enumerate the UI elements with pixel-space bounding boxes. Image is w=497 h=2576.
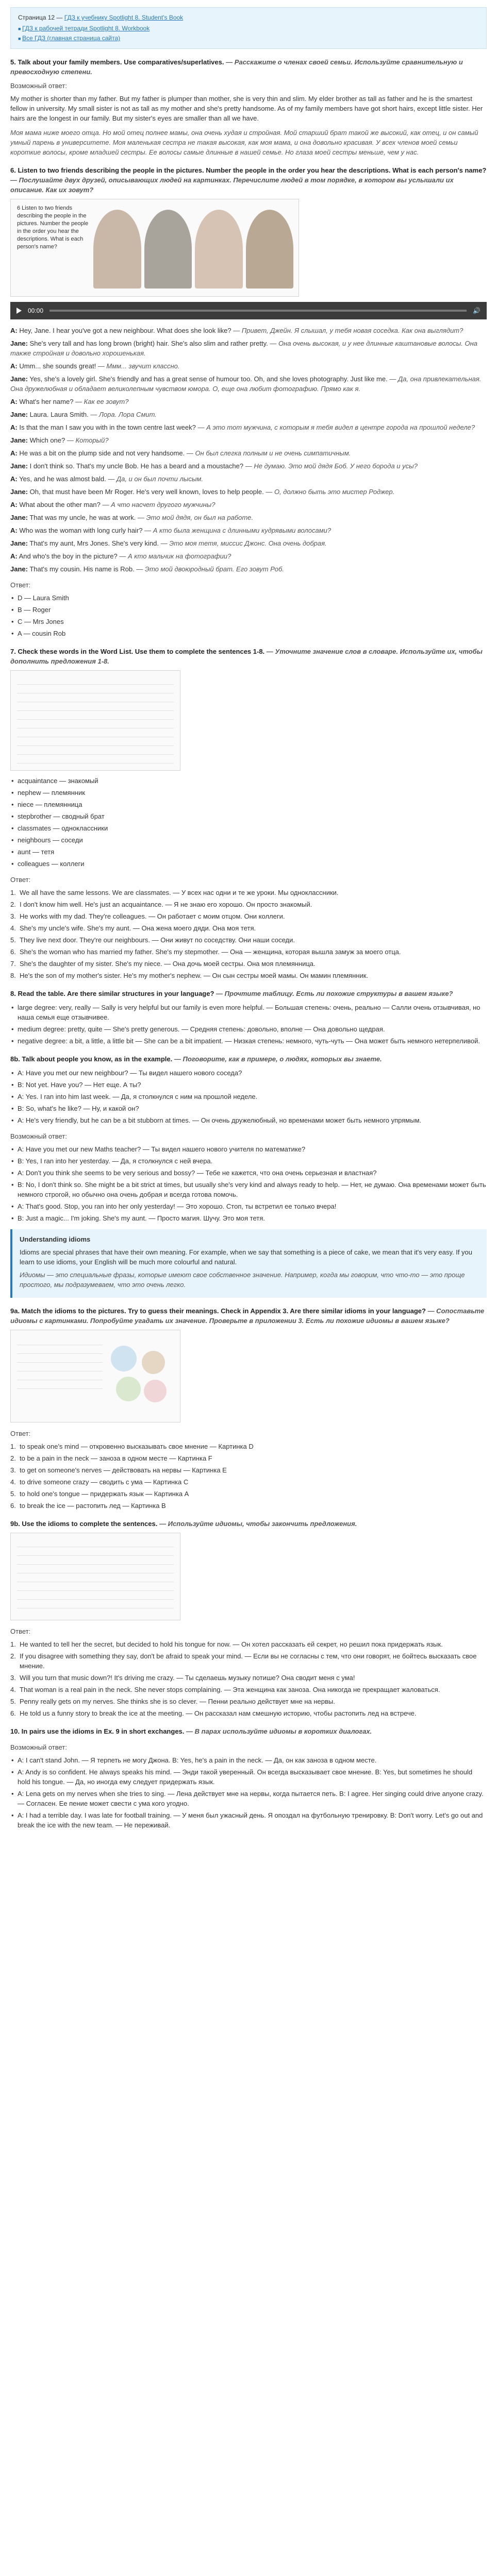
- figure-lines: [17, 678, 174, 766]
- line-translation: — А это тот мужчина, с которым я тебя видел в центре города на прошлой неделе?: [197, 423, 475, 431]
- dialogue-line: [10, 435, 487, 445]
- dialogue-line: [10, 361, 487, 371]
- task-9a-title: [10, 1306, 487, 1326]
- task-9b-title: [10, 1519, 487, 1529]
- line-text: Umm... she sounds great!: [19, 362, 96, 370]
- task-6-answer-label: Ответ:: [10, 581, 31, 589]
- line-text: That's my cousin. His name is Rob.: [29, 565, 135, 573]
- list-item: Will you turn that music down?! It's driving me crazy. — Ты сделаешь музыку потише? Она сводит меня с ума!: [20, 1674, 355, 1682]
- task-8-title-ru: — Прочтите таблицу. Есть ли похожие структуры в вашем языке?: [216, 990, 453, 997]
- task-9a-title-en: 9a. Match the idioms to the pictures. Try to guess their meanings. Check in Appendix 3. Are there similar idioms in your language?: [10, 1307, 426, 1315]
- list-item: • acquaintance — знакомый: [10, 776, 487, 786]
- list-item: to be a pain in the neck — заноза в одном месте — Картинка F: [20, 1454, 212, 1462]
- list-item: • B: So, what's he like? — Ну, и какой он?: [10, 1104, 487, 1113]
- task-5-title: [10, 57, 487, 77]
- line-translation: — Она очень высокая, и у нее длинные каштановые волосы. Она также стройная и довольно хорошенькая.: [10, 340, 477, 357]
- photo-b: [144, 210, 192, 289]
- task-8b-title: [10, 1054, 487, 1064]
- speaker: A:: [10, 501, 18, 509]
- speaker: Jane:: [10, 539, 28, 547]
- list-item: • stepbrother — сводный брат: [10, 811, 487, 821]
- line-translation: — Который?: [67, 436, 109, 444]
- task-7-answers: [10, 888, 487, 980]
- line-text: That was my uncle, he was at work.: [29, 514, 136, 521]
- list-item: • D — Laura Smith: [10, 593, 487, 603]
- speaker: A:: [10, 527, 18, 534]
- line-translation: — Лора. Лора Смит.: [90, 411, 157, 418]
- task-9b-figure: [10, 1533, 180, 1620]
- task-8b-answer-label: Возможный ответ:: [10, 1132, 67, 1140]
- note-body-ru: Идиомы — это специальные фразы, которые имеют свое собственное значение. Например, когда мы говорим, что что-то — это проще простого, мы подразумеваем, что это очень легко.: [20, 1271, 465, 1289]
- task-10-title-ru: — В парах используйте идиомы в коротких диалогах.: [186, 1727, 372, 1735]
- dialogue-line: [10, 500, 487, 510]
- list-item: • A: I can't stand John. — Я терпеть не могу Джона. B: Yes, he's a pain in the neck. — Да, он как заноза в одном месте.: [10, 1755, 487, 1765]
- line-translation: — Привет, Джейн. Я слышал, у тебя новая соседка. Как она выглядит?: [233, 327, 463, 334]
- list-item: • C — Mrs Jones: [10, 617, 487, 626]
- line-text: Yes, and he was almost bald.: [19, 475, 106, 483]
- list-item: • A: Lena gets on my nerves when she tries to sing. — Лена действует мне на нервы, когда пытается петь. B: I agree. Her singing could drive anyone crazy. — Согласен. Ее пение может свести с ума кого угодно.: [10, 1789, 487, 1808]
- task-6-title-en: 6. Listen to two friends describing the people in the pictures. Number the people in the order you hear the descriptions. What is each person's name?: [10, 166, 487, 174]
- list-item: • negative degree: a bit, a little, a little bit — She can be a bit impatient. — Низкая степень: немного, чуть-чуть — Она может быть немного нетерпеливой.: [10, 1036, 487, 1046]
- task-9b-title-ru: — Используйте идиомы, чтобы закончить предложения.: [159, 1520, 357, 1528]
- task-5-title-en: 5. Talk about your family members. Use comparatives/superlatives.: [10, 58, 224, 66]
- link-item[interactable]: [18, 24, 479, 33]
- dialogue-line: [10, 461, 487, 471]
- task-9b-answer-label: Ответ:: [10, 1628, 31, 1635]
- list-item: He works with my dad. They're colleagues. — Он работает с моим отцом. Они коллеги.: [20, 912, 285, 920]
- task-8b-title-en: 8b. Talk about people you know, as in the example.: [10, 1055, 173, 1063]
- line-translation: — Как ее зовут?: [75, 398, 129, 405]
- list-item: • classmates — одноклассники: [10, 823, 487, 833]
- list-item: • A: Have you met our new neighbour? — Ты видел нашего нового соседа?: [10, 1068, 487, 1078]
- line-text: He was a bit on the plump side and not very handsome.: [19, 449, 185, 457]
- line-translation: — Не думаю. Это мой дядя Боб. У него борода и усы?: [245, 462, 418, 470]
- audio-progress[interactable]: [49, 310, 467, 312]
- list-item: Penny really gets on my nerves. She thinks she is so clever. — Пенни реально действует мне на нервы.: [20, 1698, 335, 1705]
- task-7-title: [10, 647, 487, 666]
- photo-c: [195, 210, 243, 289]
- speaker: Jane:: [10, 565, 28, 573]
- task-6-dialogue: [10, 326, 487, 574]
- line-text: Yes, she's a lovely girl. She's friendly and has a great sense of humour too. Oh, and she loves photography. Just like me.: [29, 375, 388, 383]
- speaker: A:: [10, 327, 18, 334]
- task-8b-example: [10, 1068, 487, 1125]
- line-text: I don't think so. That's my uncle Bob. He has a beard and a moustache?: [29, 462, 244, 470]
- list-item: to break the ice — растопить лед — Картинка B: [20, 1502, 166, 1510]
- list-item: • A: I had a terrible day. I was late for football training. — У меня был ужасный день. Я опоздал на футбольную тренировку. B: Don't worry. Let's go out and break the ice with the new team. — Не переживай.: [10, 1810, 487, 1830]
- task-7-words: [10, 776, 487, 869]
- line-text: Which one?: [29, 436, 65, 444]
- page-prefix: Страница 12 —: [18, 14, 64, 21]
- task-6-title: [10, 165, 487, 195]
- list-item: • A: That's good. Stop, you ran into her only yesterday! — Это хорошо. Стоп, ты встретил ее только вчера!: [10, 1201, 487, 1211]
- task-8b-title-ru: — Поговорите, как в примере, о людях, которых вы знаете.: [174, 1055, 382, 1063]
- list-item: to hold one's tongue — придержать язык — Картинка A: [20, 1490, 189, 1498]
- task-8-items: [10, 1003, 487, 1046]
- list-item: • A: He's very friendly, but he can be a bit stubborn at times. — Он очень дружелюбный, но временами может быть немного упрямым.: [10, 1115, 487, 1125]
- line-translation: — Да, и он был почти лысым.: [108, 475, 203, 483]
- task-8-title-en: 8. Read the table. Are there similar structures in your language?: [10, 990, 214, 997]
- dialogue-line: [10, 513, 487, 522]
- task-8-title: [10, 989, 487, 998]
- note-body: Idioms are special phrases that have their own meaning. For example, when we say that something is a piece of cake, we mean that it's very easy. If you learn to use idioms, your English will be much more colourful and natural.: [20, 1248, 473, 1266]
- task-5-answer-en: My mother is shorter than my father. But my father is plumper than mother, she is very thin and slim. My elder brother as tall as father and he is the smartest fellow in university. My small sister is not as tall as my mother and she's pretty handsome. As of my family members have got short hairs, except little sister. Her hairs are the longest in our family. But my sister's eyes are smaller than all we have.: [10, 95, 483, 122]
- dialogue-line: [10, 338, 487, 358]
- dialogue-line: [10, 564, 487, 574]
- line-text: Oh, that must have been Mr Roger. He's very well known, loves to help people.: [29, 488, 264, 496]
- list-item: • B: Just a magic... I'm joking. She's my aunt. — Просто магия. Шучу. Это моя тетя.: [10, 1213, 487, 1223]
- speaker: Jane:: [10, 411, 28, 418]
- task-9a-answers: [10, 1442, 487, 1511]
- line-translation: — Это мой дядя, он был на работе.: [137, 514, 254, 521]
- audio-player: [10, 302, 487, 319]
- photo-d: [246, 210, 294, 289]
- dialogue-line: [10, 326, 487, 335]
- list-item: • A — cousin Rob: [10, 629, 487, 638]
- dialogue-line: [10, 448, 487, 458]
- line-text: What's her name?: [19, 398, 74, 405]
- list-item: He wanted to tell her the secret, but decided to hold his tongue for now. — Он хотел рассказать ей секрет, но решил пока придержать язык.: [20, 1640, 443, 1648]
- list-item: • A: Don't you think she seems to be very serious and bossy? — Тебе не кажется, что она очень серьезная и властная?: [10, 1168, 487, 1178]
- task-7-title-ru: — Уточните значение слов в словаре. Используйте их, чтобы дополнить предложения 1-8.: [10, 648, 483, 665]
- task-7-answer-label: Ответ:: [10, 876, 31, 884]
- list-item: • B — Roger: [10, 605, 487, 615]
- link-item[interactable]: [18, 33, 479, 43]
- speaker: Jane:: [10, 514, 28, 521]
- line-translation: — Ммм... звучит классно.: [97, 362, 180, 370]
- list-item: • B: No, I don't think so. She might be a bit strict at times, but usually she's very kind and always ready to help. — Нет, не думаю. Она временами может быть немного строгой, но обычно она очень добрая и всегда готова помочь.: [10, 1180, 487, 1199]
- task-10-title: [10, 1726, 487, 1736]
- task-10-answer-label: Возможный ответ:: [10, 1743, 67, 1751]
- speaker: A:: [10, 398, 18, 405]
- list-item: to speak one's mind — откровенно высказывать свое мнение — Картинка D: [20, 1443, 254, 1450]
- task-10-title-en: 10. In pairs use the idioms in Ex. 9 in short exchanges.: [10, 1727, 185, 1735]
- figure-lines: [17, 1338, 103, 1391]
- line-translation: — Это мой двоюродный брат. Его зовут Роб.: [136, 565, 284, 573]
- task-7-title-en: 7. Check these words in the Word List. Use them to complete the sentences 1-8.: [10, 648, 265, 655]
- list-item: • niece — племянница: [10, 800, 487, 809]
- list-item: She's the woman who has married my father. She's my stepmother. — Она — женщина, которая вышла замуж за моего отца.: [20, 948, 401, 956]
- volume-icon[interactable]: 🔊: [473, 307, 481, 314]
- links-list: [18, 24, 479, 43]
- list-item: We all have the same lessons. We are classmates. — У всех нас одни и те же уроки. Мы одноклассники.: [20, 889, 339, 896]
- list-item: to drive someone crazy — сводить с ума — Картинка C: [20, 1478, 189, 1486]
- audio-time: 00:00: [28, 307, 44, 314]
- task-8b-answers: [10, 1144, 487, 1223]
- dialogue-line: [10, 374, 487, 394]
- list-item: • A: Andy is so confident. He always speaks his mind. — Энди такой уверенный. Он всегда высказывает свое мнение. B: Yes, but sometimes he should hold his tongue. — Да, но иногда ему следует придержать язык.: [10, 1767, 487, 1787]
- list-item: • A: Yes. I ran into him last week. — Да, я столкнулся с ним на прошлой неделе.: [10, 1092, 487, 1101]
- line-text: Hey, Jane. I hear you've got a new neighbour. What does she look like?: [19, 327, 231, 334]
- list-item: She's the daughter of my sister. She's my niece. — Она дочь моей сестры. Она моя племянница.: [20, 960, 316, 968]
- dialogue-line: [10, 538, 487, 548]
- task-9b-answers: [10, 1639, 487, 1718]
- figure-lines: [17, 1540, 174, 1611]
- line-text: Who was the woman with long curly hair?: [19, 527, 143, 534]
- list-item: • aunt — тетя: [10, 847, 487, 857]
- task-6-figure: [10, 199, 299, 297]
- page-links-box: [10, 7, 487, 49]
- note-title: Understanding idioms: [20, 1235, 91, 1243]
- play-icon[interactable]: [16, 308, 22, 314]
- task-5-title-ru: — Расскажите о членах своей семьи. Используйте сравнительную и превосходную степени.: [10, 58, 463, 76]
- task-9a-answer-label: Ответ:: [10, 1430, 31, 1437]
- list-item: • colleagues — коллеги: [10, 859, 487, 869]
- line-translation: — Он был слегка полным и не очень симпатичным.: [186, 449, 351, 457]
- list-item: He's the son of my mother's sister. He's my mother's nephew. — Он сын сестры моей мамы. Он мамин племянник.: [20, 972, 369, 979]
- idioms-note: [10, 1229, 487, 1298]
- task-5-answer-ru: Моя мама ниже моего отца. Но мой отец полнее мамы, она очень худая и стройная. Мой старший брат такой же высокий, как отец, и он самый умный парень в университете. Моя маленькая сестра не такая высокая, как моя мама, и она довольно красивая. У всех членов моей семьи короткие волосы, кроме младшей сестры. Ее волосы самые длинные в нашей семье. Но глаза моей сестры меньше, чем у нас.: [10, 129, 478, 156]
- list-item: If you disagree with something they say, don't be afraid to speak your mind. — Если вы не согласны с тем, что они говорят, не бойтесь высказать свое мнение.: [20, 1652, 477, 1670]
- dialogue-line: [10, 474, 487, 484]
- home-link[interactable]: Все ГДЗ (главная страница сайта): [22, 35, 121, 42]
- dialogue-line: [10, 551, 487, 561]
- list-item: He told us a funny story to break the ice at the meeting. — Он рассказал нам смешную историю, чтобы растопить лед на встрече.: [20, 1709, 417, 1717]
- task-5-answer-label: Возможный ответ:: [10, 82, 67, 90]
- speaker: A:: [10, 475, 18, 483]
- line-text: What about the other man?: [19, 501, 101, 509]
- line-translation: — А кто мальчик на фотографии?: [119, 552, 231, 560]
- line-translation: — О, должно быть это мистер Роджер.: [266, 488, 395, 496]
- dialogue-line: [10, 397, 487, 406]
- list-item: That woman is a real pain in the neck. She never stops complaining. — Эта женщина как заноза. Она никогда не прекращает жаловаться.: [20, 1686, 440, 1693]
- line-text: That's my aunt, Mrs Jones. She's very kind.: [29, 539, 159, 547]
- dialogue-line: [10, 526, 487, 535]
- dialogue-line: [10, 422, 487, 432]
- list-item: • A: Have you met our new Maths teacher? — Ты видел нашего нового учителя по математике?: [10, 1144, 487, 1154]
- speaker: Jane:: [10, 462, 28, 470]
- speaker: Jane:: [10, 488, 28, 496]
- sb-link[interactable]: ГДЗ к учебнику Spotlight 8. Student's Book: [64, 14, 184, 21]
- photo-strip: [93, 210, 293, 289]
- line-translation: — Это моя тетя, миссис Джонс. Она очень добрая.: [160, 539, 327, 547]
- list-item: • neighbours — соседи: [10, 835, 487, 845]
- task-9a-figure: [10, 1330, 180, 1422]
- dialogue-line: [10, 410, 487, 419]
- speaker: A:: [10, 362, 18, 370]
- speaker: A:: [10, 449, 18, 457]
- line-text: Laura. Laura Smith.: [29, 411, 89, 418]
- task-9b-title-en: 9b. Use the idioms to complete the sentences.: [10, 1520, 158, 1528]
- speaker: A:: [10, 423, 18, 431]
- line-translation: — А кто была женщина с длинными кудрявыми волосами?: [144, 527, 332, 534]
- list-item: • medium degree: pretty, quite — She's pretty generous. — Средняя степень: довольно, вполне — Она довольно щедрая.: [10, 1024, 487, 1034]
- line-text: She's very tall and has long brown (bright) hair. She's also slim and rather pretty.: [29, 340, 268, 347]
- task-10-answers: [10, 1755, 487, 1830]
- speaker: Jane:: [10, 340, 28, 347]
- line-translation: — А что насчет другого мужчины?: [102, 501, 216, 509]
- list-item: • B: Not yet. Have you? — Нет еще. А ты?: [10, 1080, 487, 1090]
- task-7-figure: [10, 670, 180, 771]
- line-text: Is that the man I saw you with in the town centre last week?: [19, 423, 196, 431]
- task-6-title-ru: — Послушайте двух друзей, описывающих людей на картинках. Перечислите людей в том порядке, в котором вы услышали их описание. Как их зовут?: [10, 176, 454, 194]
- list-item: • large degree: very, really — Sally is very helpful but our family is even more helpful. — Большая степень: очень, реально — Салли очень отзывчивая, но наша семья еще отзывчивее.: [10, 1003, 487, 1022]
- speaker: A:: [10, 552, 18, 560]
- task-6-answers: [10, 593, 487, 638]
- list-item: She's my uncle's wife. She's my aunt. — Она жена моего дяди. Она моя тетя.: [20, 924, 256, 932]
- idiom-pictures: [111, 1346, 173, 1408]
- list-item: They live next door. They're our neighbours. — Они живут по соседству. Они наши соседи.: [20, 936, 295, 944]
- list-item: • B: Yes, I ran into her yesterday. — Да, я столкнулся с ней вчера.: [10, 1156, 487, 1166]
- list-item: • nephew — племянник: [10, 788, 487, 798]
- photo-a: [93, 210, 141, 289]
- list-item: I don't know him well. He's just an acquaintance. — Я не знаю его хорошо. Он просто знакомый.: [20, 901, 312, 908]
- figure-caption: 6 Listen to two friends describing the people in the pictures. Number the people in the order you hear the descriptions. What is each person's name?: [17, 205, 89, 250]
- page-line: [18, 13, 479, 23]
- speaker: Jane:: [10, 436, 28, 444]
- wb-link[interactable]: ГДЗ к рабочей тетради Spotlight 8. Workbook: [22, 25, 150, 32]
- list-item: to get on someone's nerves — действовать на нервы — Картинка E: [20, 1466, 227, 1474]
- task-9a-title-ru: — Сопоставьте идиомы с картинками. Попробуйте угадать их значение. Проверьте в приложении 3. Есть ли похожие идиомы в вашем языке?: [10, 1307, 485, 1325]
- line-text: And who's the boy in the picture?: [19, 552, 118, 560]
- speaker: Jane:: [10, 375, 28, 383]
- dialogue-line: [10, 487, 487, 497]
- line-translation: — Да, она привлекательная. Она дружелюбная и обладает великолепным чувством юмора. О, еще она любит фотографию. Прямо как я.: [10, 375, 482, 393]
